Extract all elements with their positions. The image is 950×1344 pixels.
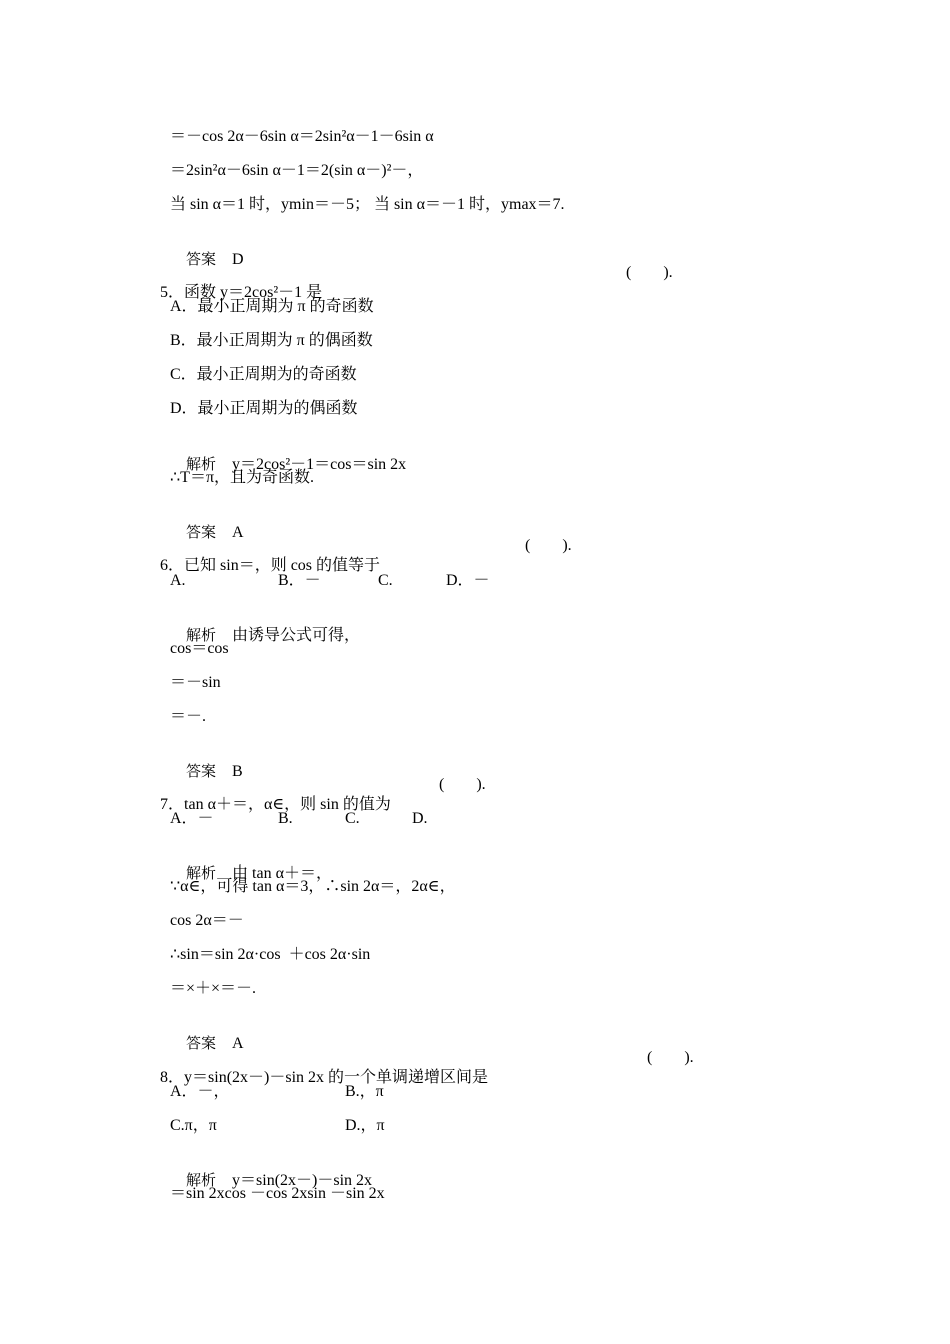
answer-bracket: ( ).	[626, 264, 673, 281]
solution-text: y＝sin(2x－)－sin 2x	[232, 1172, 373, 1189]
solution-line: ∵α∈，可得 tan α＝3，∴sin 2α＝，2α∈，	[170, 878, 456, 895]
answer-bracket: ( ).	[525, 537, 572, 554]
option-d: D.，π	[345, 1117, 385, 1134]
solution-line: ＝－.	[170, 708, 207, 725]
option-a: A.	[170, 572, 186, 589]
question-text: y＝sin(2x－)－sin 2x 的一个单调递增区间是	[184, 1069, 489, 1086]
option-b: B.	[278, 810, 293, 827]
solution-line: ＝－sin	[170, 674, 221, 691]
option-a: A．－，	[170, 1083, 230, 1100]
solution-line: ＝×＋×＝－.	[170, 980, 257, 997]
question-text: tan α＋＝，α∈，则 sin 的值为	[184, 796, 391, 813]
option-c: C.	[345, 810, 360, 827]
solution-label: 解析	[186, 455, 217, 473]
option-d: D.	[412, 810, 428, 827]
solution-text: 由 tan α＋＝，	[232, 865, 332, 882]
answer-label: 答案	[186, 1034, 217, 1052]
solution-text: 由诱导公式可得，	[232, 627, 361, 644]
answer-bracket: ( ).	[439, 776, 486, 793]
solution-label: 解析	[186, 1171, 217, 1189]
option-b: B.，π	[345, 1083, 384, 1100]
option-d: D．最小正周期为的偶函数	[170, 400, 358, 417]
solution-line: ∴sin＝sin 2α·cos ＋cos 2α·sin	[170, 946, 371, 963]
answer-value: A	[232, 1035, 244, 1052]
question-number: 5．	[160, 284, 185, 301]
answer-label: 答案	[186, 250, 217, 268]
solution-label: 解析	[186, 864, 217, 882]
answer-value: A	[232, 524, 244, 541]
solution-line: ＝2sin²α－6sin α－1＝2(sin α－)²－，	[170, 162, 424, 179]
option-b: B．－	[278, 572, 321, 589]
solution-line: 当 sin α＝1 时，ymin＝－5； 当 sin α＝－1 时，ymax＝7.	[170, 196, 565, 213]
question-text: 函数 y＝2cos²－1 是	[184, 284, 323, 301]
solution-text: y＝2cos²－1＝cos＝sin 2x	[232, 456, 407, 473]
solution-line: ＝－cos 2α－6sin α＝2sin²α－1－6sin α	[170, 128, 434, 145]
solution-line: cos 2α＝－	[170, 912, 244, 929]
option-a: A．最小正周期为 π 的奇函数	[170, 298, 374, 315]
option-c: C．最小正周期为的奇函数	[170, 366, 357, 383]
answer-value: B	[232, 763, 243, 780]
question-number: 6．	[160, 557, 185, 574]
answer-value: D	[232, 251, 244, 268]
option-c: C.π，π	[170, 1117, 217, 1134]
option-b: B．最小正周期为 π 的偶函数	[170, 332, 373, 349]
question-number: 8．	[160, 1069, 185, 1086]
option-c: C.	[378, 572, 393, 589]
question-text: 已知 sin＝，则 cos 的值等于	[184, 557, 381, 574]
answer-bracket: ( ).	[647, 1049, 694, 1066]
solution-label: 解析	[186, 626, 217, 644]
question-number: 7．	[160, 796, 185, 813]
solution-line: ＝sin 2xcos －cos 2xsin －sin 2x	[170, 1185, 385, 1202]
option-d: D．－	[446, 572, 490, 589]
solution-line: cos＝cos	[170, 640, 229, 657]
option-a: A．－	[170, 810, 214, 827]
answer-label: 答案	[186, 523, 217, 541]
answer-label: 答案	[186, 762, 217, 780]
solution-line: ∴T＝π，且为奇函数.	[170, 469, 315, 486]
